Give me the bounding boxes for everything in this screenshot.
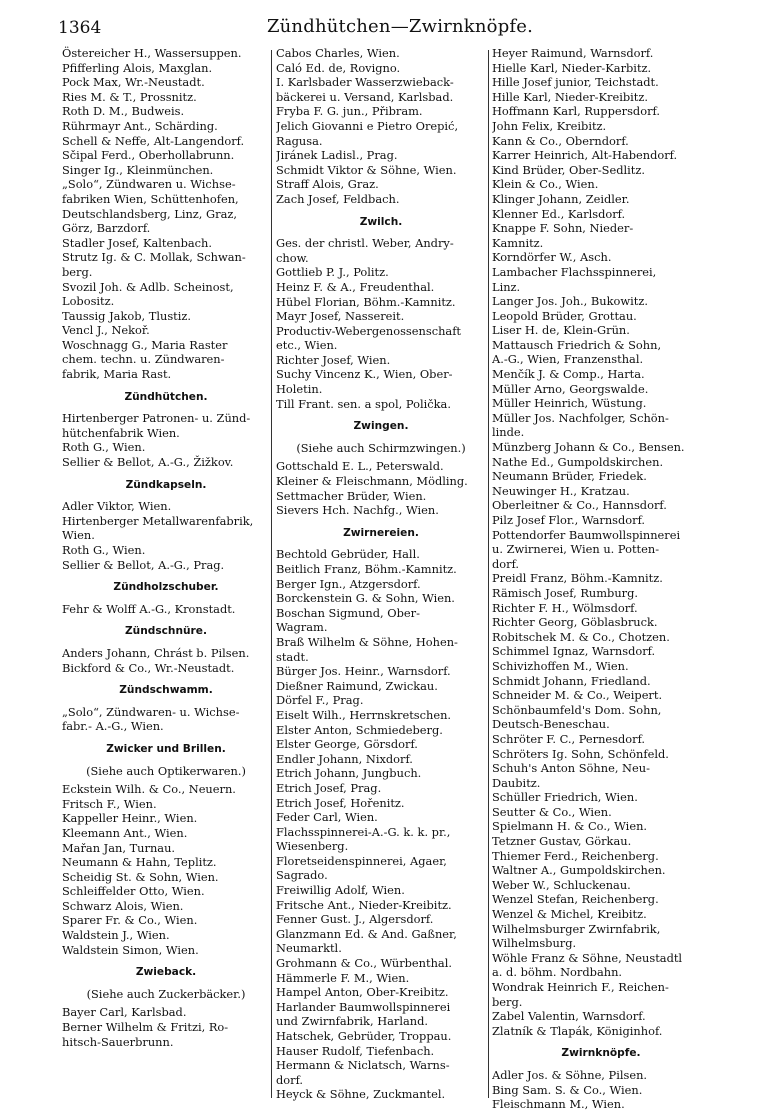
- directory-entry: Wilhelmsburg.: [492, 936, 577, 951]
- section-heading: Zwingen.: [353, 420, 409, 433]
- directory-entry: Mattausch Friedrich & Sohn,: [492, 337, 662, 352]
- directory-entry: Adler Viktor, Wien.: [62, 499, 172, 514]
- directory-entry: Hämmerle F. M., Wien.: [276, 970, 410, 985]
- directory-entry: Preidl Franz, Böhm.-Kamnitz.: [492, 571, 663, 586]
- directory-entry: Holetin.: [276, 382, 323, 397]
- directory-entry: Spielmann H. & Co., Wien.: [492, 819, 648, 834]
- directory-entry: berg.: [62, 264, 93, 279]
- directory-entry: Klein & Co., Wien.: [492, 177, 599, 192]
- directory-entry: Oberleitner & Co., Hannsdorf.: [492, 498, 667, 513]
- directory-entry: Kamnitz.: [492, 235, 544, 250]
- directory-entry: Freiwillig Adolf, Wien.: [276, 883, 405, 898]
- section-heading: Zwicker und Brillen.: [106, 742, 226, 755]
- directory-entry: Kann & Co., Oberndorf.: [492, 133, 629, 148]
- directory-entry: Korndörfer W., Asch.: [492, 250, 612, 265]
- directory-entry: Schmidt Johann, Friedland.: [492, 673, 651, 688]
- directory-entry: Wiesenberg.: [276, 839, 349, 854]
- directory-entry: Schmidt Viktor & Söhne, Wien.: [276, 162, 457, 177]
- directory-entry: Klenner Ed., Karlsdorf.: [492, 206, 626, 221]
- directory-entry: Etrich Johann, Jungbuch.: [276, 766, 422, 781]
- directory-entry: Tetzner Gustav, Görkau.: [492, 834, 632, 849]
- section-heading: Zündhütchen.: [124, 390, 208, 403]
- directory-entry: Etrich Josef, Prag.: [276, 780, 382, 795]
- directory-entry: Hermann & Niclatsch, Warns-: [276, 1058, 450, 1073]
- directory-entry: Heyer Raimund, Warnsdorf.: [492, 46, 654, 60]
- directory-entry: Schröters Ig. Sohn, Schönfeld.: [492, 746, 669, 761]
- column-2: [276, 46, 486, 1104]
- directory-entry: I. Karlsbader Wasserzwieback-: [276, 75, 454, 90]
- directory-entry: Suchy Vincenz K., Wien, Ober-: [276, 367, 453, 382]
- directory-entry: Sčipal Ferd., Oberhollabrunn.: [62, 148, 235, 163]
- directory-entry: Berner Wilhelm & Fritzi, Ro-: [62, 1020, 229, 1035]
- directory-entry: Hampel Anton, Ober-Kreibitz.: [276, 985, 449, 1000]
- directory-entry: Bickford & Co., Wr.-Neustadt.: [62, 660, 235, 675]
- directory-entry: Wien.: [62, 528, 95, 543]
- directory-entry: Ragusa.: [276, 133, 323, 148]
- directory-entry: Stadler Josef, Kaltenbach.: [62, 235, 212, 250]
- directory-entry: Bayer Carl, Karlsbad.: [62, 1005, 187, 1020]
- directory-entry: Braß Wilhelm & Söhne, Hohen-: [276, 634, 458, 649]
- directory-entry: Fleischmann M., Wien.: [492, 1097, 625, 1112]
- directory-entry: Kind Brüder, Ober-Sedlitz.: [492, 162, 646, 177]
- directory-entry: Waldstein Simon, Wien.: [62, 942, 199, 957]
- directory-entry: Kleemann Ant., Wien.: [62, 825, 188, 840]
- directory-entry: Wondrak Heinrich F., Reichen-: [492, 980, 669, 994]
- directory-entry: Boschan Sigmund, Ober-: [276, 605, 420, 620]
- directory-entry: Productiv-Webergenossenschaft: [276, 323, 461, 338]
- directory-entry: Heyck & Söhne, Zuckmantel.: [276, 1087, 446, 1102]
- directory-entry: Schimmel Ignaz, Warnsdorf.: [492, 644, 656, 659]
- directory-entry: Glanzmann Ed. & And. Gaßner,: [276, 926, 457, 941]
- directory-entry: Görz, Barzdorf.: [62, 221, 151, 236]
- directory-entry: Till Frant. sen. a spol, Polička.: [276, 396, 451, 411]
- directory-entry: Kappeller Heinr., Wien.: [62, 811, 198, 826]
- section-heading: Zündholzschuber.: [113, 581, 219, 594]
- directory-entry: Heinz F. & A., Freudenthal.: [276, 279, 435, 294]
- directory-entry: dorf.: [492, 556, 520, 571]
- directory-entry: Floretseidenspinnerei, Agaer,: [276, 853, 447, 868]
- directory-entry: Jiránek Ladisl., Prag.: [276, 148, 398, 163]
- directory-entry: Fryba F. G. jun., Přibram.: [276, 104, 423, 119]
- directory-entry: Hille Karl, Nieder-Kreibitz.: [492, 89, 649, 104]
- directory-entry: chem. techn. u. Zündwaren-: [62, 352, 225, 367]
- directory-entry: Wilhelmsburger Zwirnfabrik,: [492, 921, 661, 936]
- directory-entry: Lobositz.: [62, 294, 115, 309]
- directory-entry: Neumann & Hahn, Teplitz.: [62, 855, 217, 870]
- directory-entry: hitsch-Sauerbrunn.: [62, 1034, 174, 1049]
- directory-entry: Neuwinger H., Kratzau.: [492, 483, 630, 498]
- directory-entry: stadt.: [276, 649, 309, 664]
- section-heading: Zwirnereien.: [343, 526, 419, 539]
- directory-entry: Zach Josef, Feldbach.: [276, 191, 400, 206]
- column-divider: [488, 50, 489, 1098]
- directory-entry: Berger Ign., Atzgersdorf.: [276, 576, 421, 591]
- directory-entry: Beitlich Franz, Böhm.-Kamnitz.: [276, 562, 457, 576]
- directory-entry: Ries M. & T., Prossnitz.: [62, 89, 197, 104]
- directory-entry: Rührmayr Ant., Schärding.: [62, 118, 218, 133]
- directory-entry: Richter F. H., Wölmsdorf.: [492, 600, 638, 615]
- directory-entry: Pilz Josef Flor., Warnsdorf.: [492, 513, 646, 527]
- directory-entry: Fritsche Ant., Nieder-Kreibitz.: [276, 897, 452, 912]
- directory-entry: fabr.- A.-G., Wien.: [62, 719, 164, 734]
- directory-entry: etc., Wien.: [276, 338, 338, 353]
- directory-entry: Hoffmann Karl, Ruppersdorf.: [492, 104, 660, 119]
- directory-entry: Östereicher H., Wassersuppen.: [62, 46, 242, 60]
- directory-entry: Eiselt Wilh., Herrnskretschen.: [276, 707, 452, 722]
- column-3: [492, 46, 710, 1112]
- directory-entry: Liser H. de, Klein-Grün.: [492, 323, 630, 338]
- directory-entry: Müller Heinrich, Wüstung.: [492, 396, 647, 411]
- directory-entry: Müller Arno, Georgswalde.: [492, 381, 649, 396]
- directory-entry: Schüller Friedrich, Wien.: [492, 790, 638, 805]
- directory-entry: Gottlieb P. J., Politz.: [276, 265, 389, 280]
- directory-entry: berg.: [492, 994, 523, 1009]
- directory-entry: Sagrado.: [276, 868, 328, 883]
- see-also-note: (Siehe auch Schirmzwingen.): [296, 440, 466, 455]
- directory-entry: Dießner Raimund, Zwickau.: [276, 678, 438, 693]
- column-1: [62, 46, 270, 1104]
- directory-entry: Pottendorfer Baumwollspinnerei: [492, 527, 681, 542]
- directory-entry: a. d. böhm. Nordbahn.: [492, 965, 623, 980]
- directory-entry: Feder Carl, Wien.: [276, 810, 378, 825]
- directory-entry: Lambacher Flachsspinnerei,: [492, 264, 657, 279]
- directory-entry: Anders Johann, Chrást b. Pilsen.: [62, 645, 250, 660]
- directory-entry: Straff Alois, Graz.: [276, 177, 379, 192]
- directory-entry: Schleiffelder Otto, Wien.: [62, 884, 205, 899]
- directory-entry: Hielle Karl, Nieder-Karbitz.: [492, 60, 652, 75]
- directory-entry: Hirtenberger Metallwarenfabrik,: [62, 513, 254, 528]
- directory-entry: Harlander Baumwollspinnerei: [276, 999, 451, 1014]
- directory-entry: Richter Josef, Wien.: [276, 352, 391, 367]
- directory-entry: Roth D. M., Budweis.: [62, 104, 185, 119]
- directory-entry: Vencl J., Nekoř.: [62, 323, 150, 338]
- directory-entry: Linz.: [492, 279, 521, 294]
- section-heading: Zwirnknöpfe.: [561, 1047, 641, 1060]
- directory-entry: Richter Georg, Göblasbruck.: [492, 615, 658, 630]
- directory-entry: Rämisch Josef, Rumburg.: [492, 585, 639, 600]
- directory-entry: Settmacher Brüder, Wien.: [276, 488, 427, 503]
- directory-entry: Jelich Giovanni e Pietro Orepić,: [276, 118, 459, 133]
- directory-entry: Grohmann & Co., Würbenthal.: [276, 956, 452, 971]
- directory-entry: Waldstein J., Wien.: [62, 928, 170, 943]
- directory-entry: Etrich Josef, Hořenitz.: [276, 795, 405, 810]
- directory-entry: „Solo“, Zündwaren- u. Wichse-: [62, 704, 240, 719]
- directory-entry: Svozil Joh. & Adlb. Scheinost,: [62, 279, 234, 294]
- directory-entry: Sellier & Bellot, A.-G., Žižkov.: [62, 455, 234, 470]
- directory-entry: Woschnagg G., Maria Raster: [62, 337, 228, 352]
- directory-entry: hütchenfabrik Wien.: [62, 425, 180, 440]
- directory-columns: [62, 46, 712, 1112]
- directory-entry: John Felix, Kreibitz.: [492, 118, 607, 133]
- directory-entry: Neumann Brüder, Friedek.: [492, 469, 647, 484]
- directory-entry: Daubitz.: [492, 775, 541, 790]
- page-number: 1364: [58, 18, 102, 38]
- directory-entry: Pock Max, Wr.-Neustadt.: [62, 75, 205, 90]
- directory-entry: Fritsch F., Wien.: [62, 796, 157, 811]
- directory-entry: Eckstein Wilh. & Co., Neuern.: [62, 782, 236, 797]
- see-also-note: (Siehe auch Zuckerbäcker.): [86, 986, 246, 1001]
- directory-entry: Cabos Charles, Wien.: [276, 46, 400, 60]
- page-title: Zündhütchen—Zwirnknöpfe.: [266, 16, 534, 37]
- directory-entry: Nathe Ed., Gumpoldskirchen.: [492, 454, 664, 469]
- directory-entry: chow.: [276, 250, 309, 265]
- directory-entry: Zlatník & Tlapák, Königinhof.: [492, 1023, 663, 1038]
- directory-entry: Zabel Valentin, Warnsdorf.: [492, 1009, 646, 1024]
- directory-entry: Caló Ed. de, Rovigno.: [276, 60, 401, 75]
- directory-entry: fabrik, Maria Rast.: [62, 367, 172, 382]
- directory-entry: Hatschek, Gebrüder, Troppau.: [276, 1029, 452, 1043]
- directory-entry: Roth G., Wien.: [62, 543, 146, 557]
- directory-entry: Adler Jos. & Söhne, Pilsen.: [492, 1067, 648, 1082]
- directory-entry: Bürger Jos. Heinr., Warnsdorf.: [276, 664, 451, 679]
- directory-entry: Karrer Heinrich, Alt-Habendorf.: [492, 148, 678, 163]
- directory-entry: Gottschald E. L., Peterswald.: [276, 459, 444, 474]
- directory-entry: Wöhle Franz & Söhne, Neustadtl: [492, 950, 683, 965]
- directory-entry: Taussig Jakob, Tlustiz.: [62, 308, 192, 323]
- directory-entry: Hirtenberger Patronen- u. Zünd-: [62, 411, 251, 426]
- directory-entry: Leopold Brüder, Grottau.: [492, 308, 637, 323]
- section-heading: Zwieback.: [135, 966, 197, 979]
- directory-entry: Kleiner & Fleischmann, Mödling.: [276, 474, 468, 489]
- directory-entry: Weber W., Schluckenau.: [492, 877, 631, 892]
- directory-entry: Scheidig St. & Sohn, Wien.: [62, 869, 219, 884]
- directory-entry: Borckenstein G. & Sohn, Wien.: [276, 591, 455, 606]
- directory-entry: Robitschek M. & Co., Chotzen.: [492, 629, 670, 644]
- directory-entry: Endler Johann, Nixdorf.: [276, 751, 413, 766]
- directory-entry: bäckerei u. Versand, Karlsbad.: [276, 89, 454, 104]
- directory-entry: Hauser Rudolf, Tiefenbach.: [276, 1043, 435, 1058]
- directory-entry: Schuh's Anton Söhne, Neu-: [492, 761, 650, 776]
- directory-entry: Strutz Ig. & C. Mollak, Schwan-: [62, 250, 246, 265]
- directory-entry: Waltner A., Gumpoldskirchen.: [492, 863, 666, 878]
- directory-entry: Schneider M. & Co., Weipert.: [492, 688, 663, 703]
- section-heading: Zündschwamm.: [119, 684, 213, 697]
- directory-entry: Müller Jos. Nachfolger, Schön-: [492, 410, 669, 425]
- directory-entry: Wenzel Stefan, Reichenberg.: [492, 892, 659, 907]
- section-heading: Zündkapseln.: [125, 478, 207, 491]
- directory-entry: Deutsch-Beneschau.: [492, 717, 610, 732]
- directory-entry: Deutschlandsberg, Linz, Graz,: [62, 206, 238, 221]
- directory-entry: Thiemer Ferd., Reichenberg.: [492, 848, 659, 863]
- directory-entry: „Solo“, Zündwaren u. Wichse-: [62, 177, 236, 192]
- directory-entry: Münzberg Johann & Co., Bensen.: [492, 440, 685, 455]
- directory-entry: Mayr Josef, Nassereit.: [276, 309, 405, 324]
- directory-entry: Singer Ig., Kleinmünchen.: [62, 162, 214, 177]
- directory-entry: Pfifferling Alois, Maxglan.: [62, 60, 213, 75]
- directory-entry: Ges. der christl. Weber, Andry-: [276, 236, 454, 251]
- directory-entry: und Zwirnfabrik, Harland.: [276, 1014, 429, 1029]
- directory-entry: Wagram.: [276, 620, 328, 635]
- directory-entry: Schwarz Alois, Wien.: [62, 898, 184, 913]
- directory-entry: Knappe F. Sohn, Nieder-: [492, 221, 634, 236]
- directory-entry: Neumarktl.: [276, 941, 342, 956]
- directory-entry: Bechtold Gebrüder, Hall.: [276, 547, 420, 562]
- directory-entry: Menčík J. & Comp., Harta.: [492, 367, 645, 382]
- directory-entry: Schönbaumfeld's Dom. Sohn,: [492, 702, 662, 717]
- directory-entry: fabriken Wien, Schüttenhofen,: [62, 191, 239, 206]
- section-heading: Zwilch.: [359, 215, 403, 228]
- directory-entry: Mařan Jan, Turnau.: [62, 840, 176, 855]
- directory-entry: Wenzel & Michel, Kreibitz.: [492, 907, 647, 922]
- directory-entry: Sparer Fr. & Co., Wien.: [62, 913, 198, 928]
- directory-entry: linde.: [492, 425, 525, 440]
- directory-entry: Elster George, Görsdorf.: [276, 737, 418, 752]
- directory-entry: Schivizhoffen M., Wien.: [492, 658, 629, 673]
- directory-entry: u. Zwirnerei, Wien u. Potten-: [492, 542, 660, 557]
- directory-entry: Schröter F. C., Pernesdorf.: [492, 731, 646, 746]
- directory-entry: Fehr & Wolff A.-G., Kronstadt.: [62, 601, 236, 616]
- section-heading: Zündschnüre.: [125, 625, 207, 638]
- see-also-note: (Siehe auch Optikerwaren.): [86, 763, 246, 778]
- directory-entry: Seutter & Co., Wien.: [492, 804, 612, 819]
- directory-entry: Dörfel F., Prag.: [276, 693, 364, 708]
- directory-entry: Klinger Johann, Zeidler.: [492, 191, 630, 206]
- directory-entry: Sellier & Bellot, A.-G., Prag.: [62, 557, 225, 572]
- column-divider: [271, 50, 272, 1098]
- directory-entry: Fenner Gust. J., Algersdorf.: [276, 912, 434, 927]
- directory-entry: A.-G., Wien, Franzensthal.: [492, 352, 644, 367]
- directory-entry: Sievers Hch. Nachfg., Wien.: [276, 503, 439, 518]
- directory-entry: Flachsspinnerei-A.-G. k. k. pr.,: [276, 824, 451, 839]
- directory-entry: dorf.: [276, 1072, 304, 1087]
- directory-entry: Hübel Florian, Böhm.-Kamnitz.: [276, 294, 456, 309]
- directory-entry: Bing Sam. S. & Co., Wien.: [492, 1082, 643, 1097]
- directory-entry: Langer Jos. Joh., Bukowitz.: [492, 294, 648, 309]
- directory-entry: Elster Anton, Schmiedeberg.: [276, 722, 443, 737]
- directory-entry: Schell & Neffe, Alt-Langendorf.: [62, 133, 245, 148]
- directory-entry: Hille Josef junior, Teichstadt.: [492, 75, 659, 90]
- directory-entry: Roth G., Wien.: [62, 440, 146, 455]
